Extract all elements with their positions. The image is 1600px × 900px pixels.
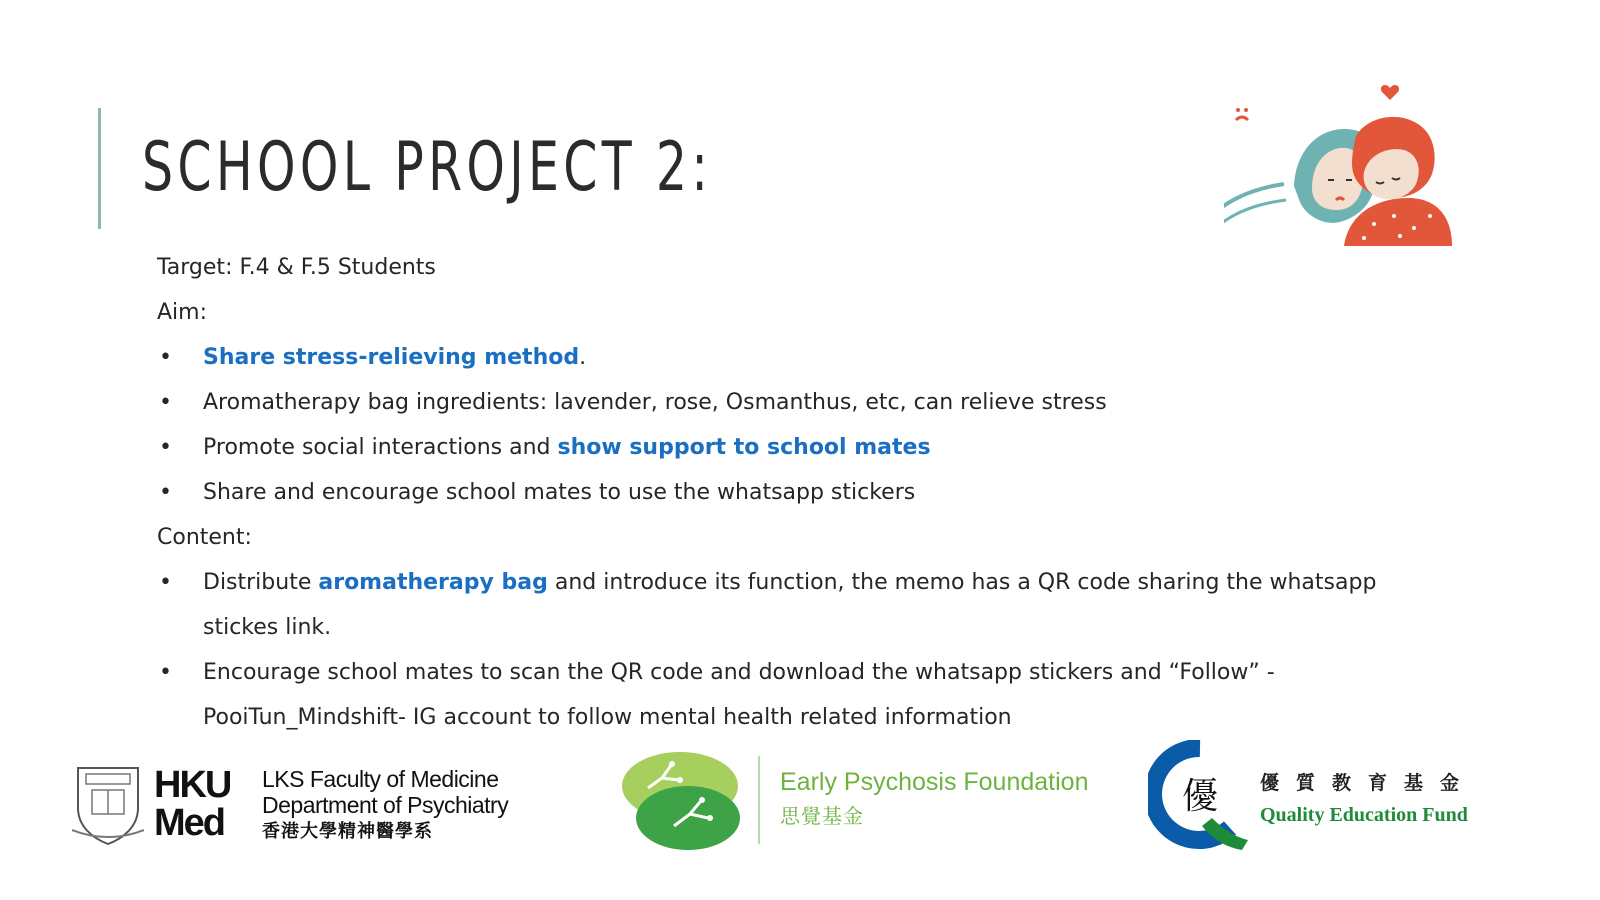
qef-emblem-icon <box>1148 740 1252 852</box>
highlighted-text: Share stress-relieving method <box>203 345 580 370</box>
aim-item <box>157 425 1417 470</box>
content-item-text: and introduce its function, the memo has a QR code sharing the whatsapp <box>547 570 1377 595</box>
hku-department-text <box>262 766 508 844</box>
aim-item <box>157 470 1417 515</box>
bullet: • <box>159 480 172 505</box>
hku-med-wordmark <box>154 766 230 842</box>
target-line: Target: F.4 & F.5 Students <box>157 255 436 280</box>
content-heading: Content: <box>157 525 252 550</box>
content-item-continuation: stickes link. <box>203 615 332 640</box>
aim-item-text: Aromatherapy bag ingredients: lavender, rose, Osmanthus, etc, can relieve stress <box>203 390 1107 415</box>
bullet: • <box>159 660 172 685</box>
quality-education-fund-logo <box>1148 740 1488 860</box>
content-item-continuation: PooiTun_Mindshift- IG account to follow mental health related information <box>203 705 1012 730</box>
qef-name-zh: 優質教育基金 <box>1260 772 1477 794</box>
bullet: • <box>159 345 172 370</box>
hku-crest-icon <box>72 764 144 846</box>
accent-bar <box>98 108 101 229</box>
content-item <box>157 560 1417 605</box>
logo-divider <box>758 756 760 844</box>
hku-med-logo <box>72 762 552 850</box>
leaf-emblem-icon <box>618 748 748 854</box>
aim-item-text: . <box>579 345 587 370</box>
epf-name-zh: 思覺基金 <box>780 804 864 828</box>
aim-heading: Aim: <box>157 300 208 325</box>
aim-item <box>157 380 1417 425</box>
hku-wordmark-line2: Med <box>154 802 224 844</box>
content-item <box>157 650 1417 695</box>
bullet: • <box>159 570 172 595</box>
early-psychosis-foundation-logo <box>618 748 1088 854</box>
qef-emblem-char: 優 <box>1181 776 1219 817</box>
hku-department-name-zh: 香港大學精神醫學系 <box>262 821 433 841</box>
hku-department-name: Department of Psychiatry <box>262 792 509 818</box>
bullet: • <box>159 435 172 460</box>
hku-faculty-name: LKS Faculty of Medicine <box>262 766 499 792</box>
slide-title: SCHOOL PROJECT 2: <box>142 128 713 207</box>
content-item-text: Encourage school mates to scan the QR code and download the whatsapp stickers and “Follow” - <box>203 660 1275 685</box>
content-item-text: Distribute <box>203 570 319 595</box>
friends-hug-illustration <box>1224 76 1484 254</box>
epf-name: Early Psychosis Foundation <box>780 768 1089 796</box>
aim-item-text: Share and encourage school mates to use the whatsapp stickers <box>203 480 916 505</box>
highlighted-text: aromatherapy bag <box>318 570 548 595</box>
slide-body <box>157 245 1417 740</box>
qef-name: Quality Education Fund <box>1260 804 1468 826</box>
bullet: • <box>159 390 172 415</box>
hku-wordmark-line1: HKU <box>154 764 231 806</box>
aim-item <box>157 335 1417 380</box>
highlighted-text: show support to school mates <box>557 435 931 460</box>
aim-item-text: Promote social interactions and <box>203 435 558 460</box>
